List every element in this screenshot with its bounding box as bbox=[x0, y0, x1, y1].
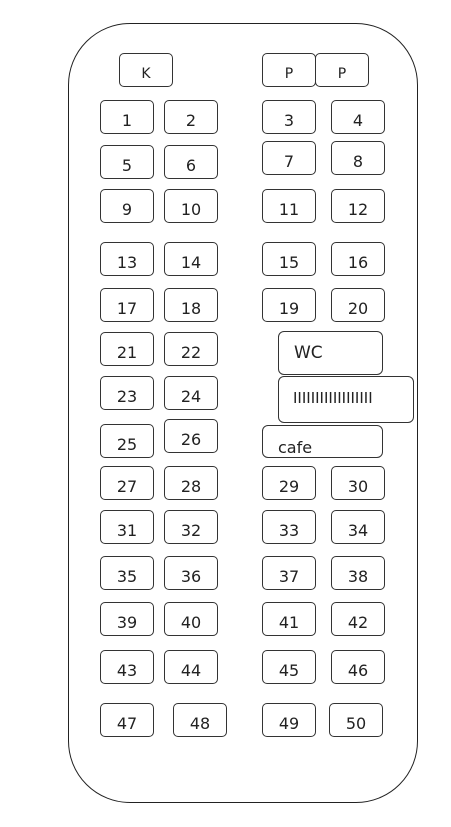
seat-26[interactable]: 26 bbox=[164, 419, 218, 453]
seat-41[interactable]: 41 bbox=[262, 602, 316, 636]
seat-25[interactable]: 25 bbox=[100, 424, 154, 458]
seat-6[interactable]: 6 bbox=[164, 145, 218, 179]
seat-7[interactable]: 7 bbox=[262, 141, 316, 175]
seat-36[interactable]: 36 bbox=[164, 556, 218, 590]
seat-35[interactable]: 35 bbox=[100, 556, 154, 590]
seat-5[interactable]: 5 bbox=[100, 145, 154, 179]
stairs-box: IIIIIIIIIIIIIIIIII bbox=[278, 376, 414, 423]
seat-33[interactable]: 33 bbox=[262, 510, 316, 544]
seat-12[interactable]: 12 bbox=[331, 189, 385, 223]
seat-49[interactable]: 49 bbox=[262, 703, 316, 737]
seat-13[interactable]: 13 bbox=[100, 242, 154, 276]
seat-8[interactable]: 8 bbox=[331, 141, 385, 175]
seat-3[interactable]: 3 bbox=[262, 100, 316, 134]
seat-39[interactable]: 39 bbox=[100, 602, 154, 636]
seat-17[interactable]: 17 bbox=[100, 288, 154, 322]
seat-20[interactable]: 20 bbox=[331, 288, 385, 322]
seat-10[interactable]: 10 bbox=[164, 189, 218, 223]
seat-43[interactable]: 43 bbox=[100, 650, 154, 684]
seat-40[interactable]: 40 bbox=[164, 602, 218, 636]
seat-28[interactable]: 28 bbox=[164, 466, 218, 500]
seat-23[interactable]: 23 bbox=[100, 376, 154, 410]
seat-47[interactable]: 47 bbox=[100, 703, 154, 737]
seat-15[interactable]: 15 bbox=[262, 242, 316, 276]
seat-22[interactable]: 22 bbox=[164, 332, 218, 366]
seat-21[interactable]: 21 bbox=[100, 332, 154, 366]
seat-24[interactable]: 24 bbox=[164, 376, 218, 410]
seat-37[interactable]: 37 bbox=[262, 556, 316, 590]
seat-34[interactable]: 34 bbox=[331, 510, 385, 544]
seat-11[interactable]: 11 bbox=[262, 189, 316, 223]
seat-48[interactable]: 48 bbox=[173, 703, 227, 737]
seat-27[interactable]: 27 bbox=[100, 466, 154, 500]
cafe-box[interactable]: cafe bbox=[262, 425, 383, 458]
seat-46[interactable]: 46 bbox=[331, 650, 385, 684]
seat-30[interactable]: 30 bbox=[331, 466, 385, 500]
seat-44[interactable]: 44 bbox=[164, 650, 218, 684]
seat-16[interactable]: 16 bbox=[331, 242, 385, 276]
seat-14[interactable]: 14 bbox=[164, 242, 218, 276]
seat-38[interactable]: 38 bbox=[331, 556, 385, 590]
seat-1[interactable]: 1 bbox=[100, 100, 154, 134]
seat-50[interactable]: 50 bbox=[329, 703, 383, 737]
staff-seat-p2[interactable]: P bbox=[315, 53, 369, 87]
kitchen-box[interactable]: K bbox=[119, 53, 173, 87]
seat-45[interactable]: 45 bbox=[262, 650, 316, 684]
seat-4[interactable]: 4 bbox=[331, 100, 385, 134]
seat-42[interactable]: 42 bbox=[331, 602, 385, 636]
seat-19[interactable]: 19 bbox=[262, 288, 316, 322]
seat-9[interactable]: 9 bbox=[100, 189, 154, 223]
seat-32[interactable]: 32 bbox=[164, 510, 218, 544]
seat-31[interactable]: 31 bbox=[100, 510, 154, 544]
seat-2[interactable]: 2 bbox=[164, 100, 218, 134]
staff-seat-p1[interactable]: P bbox=[262, 53, 316, 87]
seat-18[interactable]: 18 bbox=[164, 288, 218, 322]
seat-29[interactable]: 29 bbox=[262, 466, 316, 500]
wc-box[interactable]: WC bbox=[278, 331, 383, 375]
